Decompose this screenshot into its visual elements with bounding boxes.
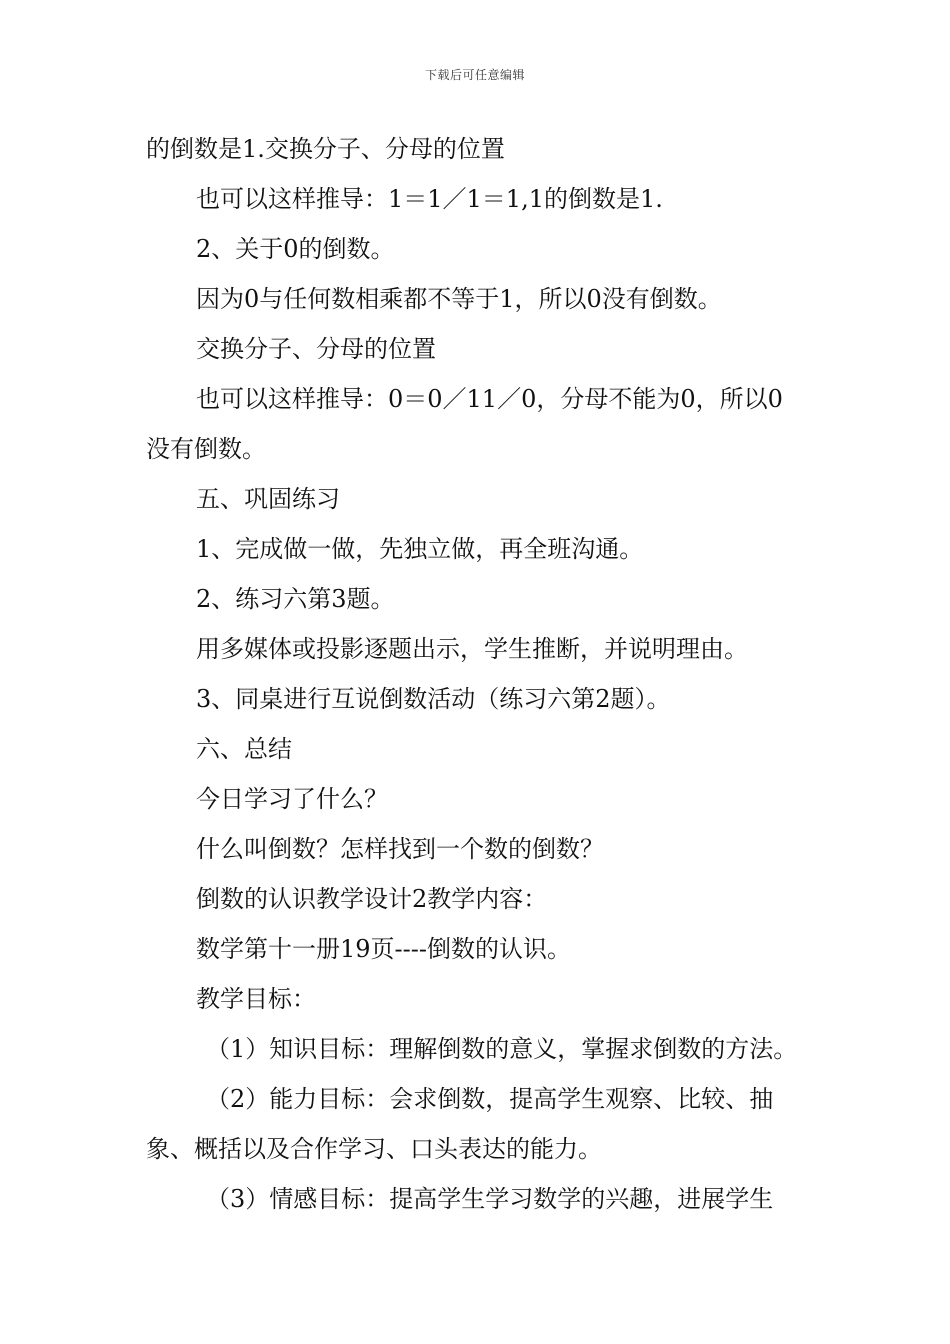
document-body [146,126,826,1226]
text-line: 1、完成做一做，先独立做，再全班沟通。 [196,535,644,563]
text-line: 的倒数是1.交换分子、分母的位置 [146,135,505,163]
text-line: 交换分子、分母的位置 [196,335,436,363]
objective-line: （1）知识目标：理解倒数的意义，掌握求倒数的方法。 [206,1035,798,1063]
text-line: 也可以这样推导：1＝1／1＝1,1的倒数是1. [196,185,663,213]
text-line: 2、练习六第3题。 [196,585,395,613]
text-line: 也可以这样推导：0＝0／11／0，分母不能为0，所以0 [196,385,783,413]
text-line: 象、概括以及合作学习、口头表达的能力。 [146,1135,602,1163]
text-line: 3、同桌进行互说倒数活动（练习六第2题）。 [196,685,671,713]
text-line: 数学第十一册19页----倒数的认识。 [196,935,571,963]
text-line: 今日学习了什么？ [196,785,388,813]
text-line: 2、关于0的倒数。 [196,235,395,263]
page-header: 下载后可任意编辑 [424,68,525,82]
section-heading: 六、总结 [196,735,292,763]
text-line: 什么叫倒数？怎样找到一个数的倒数？ [196,835,604,863]
text-line: 教学目标： [196,985,316,1013]
objective-line: （3）情感目标：提高学生学习数学的兴趣，进展学生 [206,1185,774,1213]
text-line: 因为0与任何数相乘都不等于1，所以0没有倒数。 [196,285,722,313]
objective-line: （2）能力目标：会求倒数，提高学生观察、比较、抽 [206,1085,774,1113]
section-heading: 五、巩固练习 [196,485,340,513]
text-line: 用多媒体或投影逐题出示，学生推断，并说明理由。 [196,635,748,663]
text-line: 没有倒数。 [146,435,266,463]
text-line: 倒数的认识教学设计2教学内容： [196,885,548,913]
